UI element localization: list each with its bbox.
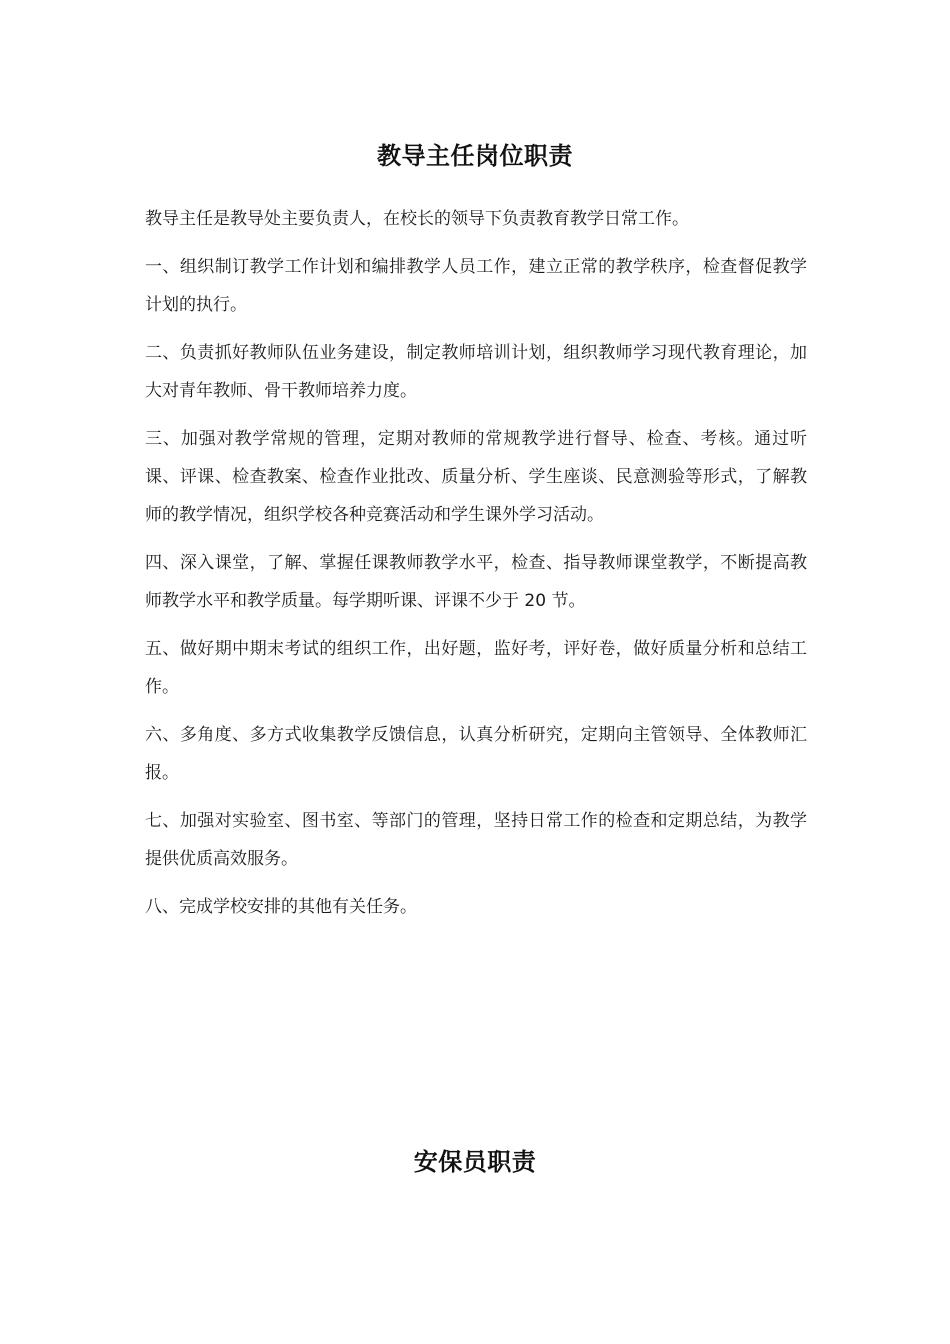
duty-item-6: 六、多角度、多方式收集教学反馈信息，认真分析研究，定期向主管领导、全体教师汇报。 xyxy=(145,725,807,783)
intro-paragraph: 教导主任是教导处主要负责人，在校长的领导下负责教育教学日常工作。 xyxy=(145,209,689,229)
next-section-title: 安保员职责 xyxy=(413,1147,537,1176)
duty-item-4: 四、深入课堂，了解、掌握任课教师教学水平，检查、指导教师课堂教学，不断提高教师教学水平和教学质量。每学期听课、评课不少于 20 节。 xyxy=(145,553,807,611)
duty-item-2: 二、负责抓好教师队伍业务建设，制定教师培训计划，组织教师学习现代教育理论，加大对青年教师、骨干教师培养力度。 xyxy=(145,343,807,401)
document-body xyxy=(145,200,807,936)
document-title: 教导主任岗位职责 xyxy=(377,141,573,170)
duty-item-5: 五、做好期中期末考试的组织工作，出好题，监好考，评好卷，做好质量分析和总结工作。 xyxy=(145,639,807,697)
duty-item-1: 一、组织制订教学工作计划和编排教学人员工作，建立正常的教学秩序，检查督促教学计划的执行。 xyxy=(145,257,807,315)
duty-item-8: 八、完成学校安排的其他有关任务。 xyxy=(145,897,417,917)
duty-item-7: 七、加强对实验室、图书室、等部门的管理，坚持日常工作的检查和定期总结，为教学提供优质高效服务。 xyxy=(145,811,807,869)
duty-item-3: 三、加强对教学常规的管理，定期对教师的常规教学进行督导、检查、考核。通过听课、评课、检查教案、检查作业批改、质量分析、学生座谈、民意测验等形式，了解教师的教学情况，组织学校各种竞赛活动和学生课外学习活动。 xyxy=(145,429,807,525)
